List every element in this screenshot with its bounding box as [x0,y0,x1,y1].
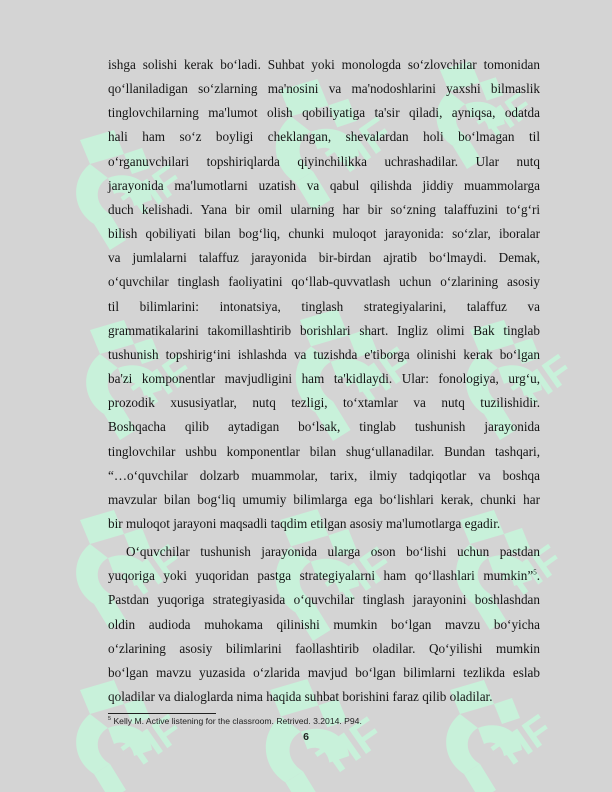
page-number: 6 [303,731,309,743]
text-line: ishga solishi kerak bo‘ladi. Suhbat yoki monologda so‘zlovchilar tomonidan [108,57,540,72]
footnote [108,716,362,726]
text-line: Pastdan yuqoriga strategiyasida o‘quvchilar tinglash jarayonini boshlashdan [108,592,540,608]
watermark: TIF [0,0,612,792]
text-line: qoladilar va dialoglarda nima haqida suhbat borishini faraz qilib oladilar. [108,689,493,705]
text-line: til bilimlarini: intonatsiya, tinglash strategiyalarini, talaffuz va [108,298,540,314]
text-line: tinglovchilarning ma'lumot olish qobiliyatiga ta'sir qiladi, ayniqsa, odatda [108,105,540,121]
text-line: jarayonida ma'lumotlarni uzatish va qabul qilishda jiddiy muammolarga [108,177,540,193]
text-line: va jumlalarni talaffuz jarayonida bir-birdan ajratib bo‘lmaydi. Demak, [108,250,540,266]
text-fragment: yuqoriga yoki yuqoridan pastga strategiyalarni ham qo‘llashlari mumkin” [108,568,534,584]
text-line: qo‘llaniladigan so‘zlarning ma'nosini va ma'nodoshlarini yaxshi bilmaslik [108,81,540,97]
footnote-text: Kelly M. Active listening for the classroom. Retrived. 3.2014. P94. [111,716,362,726]
text-fragment: . [536,568,540,584]
text-line: grammatikalarini takomillashtirib borishlari shart. Ingliz olimi Bak tinglab [108,322,540,338]
text-line: Boshqacha qilib aytadigan bo‘lsak, tinglab tushunish jarayonida [108,419,540,435]
text-line: oldin audioda muhokama qilinishi mumkin bo‘lgan mavzu bo‘yicha [108,616,540,632]
text-line: duch kelishadi. Yana bir omil ularning har bir so‘zning talaffuzini to‘g‘ri [108,201,540,217]
text-line: bo‘lgan mavzu yuzasida o‘zlarida mavjud bo‘lgan bilimlarni tezlikda eslab [108,664,540,680]
paragraph-2 [108,540,540,709]
text-line: o‘rganuvchilari topshiriqlarda qiyinchilikka uchrashadilar. Ular nutq [108,153,540,169]
text-line: o‘zlarining asosiy bilimlarini faollashtirib oladilar. Qo‘yilishi mumkin [108,640,540,656]
document-body [108,53,540,709]
text-line: o‘quvchilar tinglash faoliyatini qo‘llab-quvvatlash uchun o‘zlarining asosiy [108,274,540,290]
text-line: tinglovchilar ushbu komponentlar bilan shug‘ullanadilar. Bundan tashqari, [108,443,540,459]
text-line: O‘quvchilar tushunish jarayonida ularga oson bo‘lishi uchun pastdan [126,544,540,560]
text-line: bilish qobiliyati bilan bog‘liq, chunki muloqot jarayonida: so‘zlar, iboralar [108,226,540,242]
text-line [108,564,540,588]
text-line: “…o‘quvchilar dolzarb muammolar, tarix, ilmiy tadqiqotlar va boshqa [108,467,540,483]
text-line: mavzular bilan bog‘liq umumiy bilimlarga ega bo‘lishlari kerak, chunki har [108,491,540,507]
text-line: bir muloqot jarayoni maqsadli taqdim etilgan asosiy ma'lumotlarga egadir. [108,515,501,531]
text-line: ba'zi komponentlar mavjudligini ham ta'kidlaydi. Ular: fonologiya, urg‘u, [108,371,540,387]
footnote-marker: 5 [108,716,112,723]
footnote-reference[interactable]: 5 [533,568,537,577]
footnote-divider [108,713,216,714]
text-line: hali ham so‘z boyligi cheklangan, shevalardan holi bo‘lmagan til [108,129,540,145]
text-line: tushunish topshirig‘ini ishlashda va tuzishda e'tiborga olinishi kerak bo‘lgan [108,346,540,362]
paragraph-1 [108,53,540,536]
text-line: prozodik xususiyatlar, nutq tezligi, to‘xtamlar va nutq tuzilishidir. [108,395,540,411]
